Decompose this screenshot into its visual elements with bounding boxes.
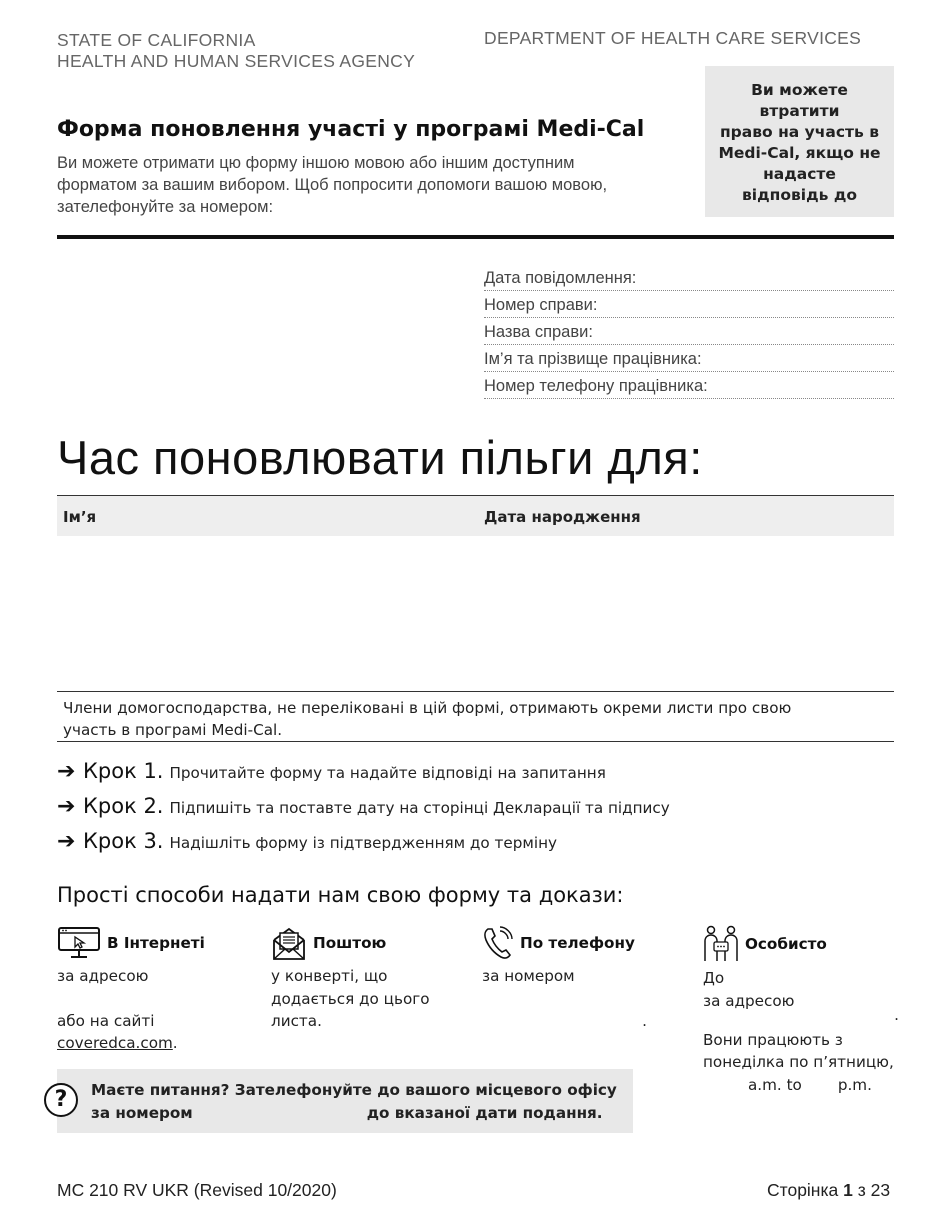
question-line: до вказаної дати подання.: [366, 1104, 603, 1122]
arrow-right-icon: ➔: [57, 828, 76, 853]
page-number: [767, 1180, 890, 1201]
way-text: у конверті, що: [271, 967, 388, 985]
way-person-head: [703, 925, 903, 963]
step-text: Підпишіть та поставте дату на сторінці Декларації та підпису: [169, 799, 670, 817]
page-current: 1: [843, 1180, 853, 1200]
step-item: [57, 828, 670, 863]
question-icon: ?: [44, 1083, 78, 1117]
way-text: .: [894, 1006, 899, 1024]
state-name: STATE OF CALIFORNIA: [57, 30, 256, 50]
worker-name-field: Ім’я та прізвище працівника:: [484, 345, 894, 372]
warning-line: відповідь до: [741, 186, 857, 204]
phone-icon: [482, 925, 514, 961]
way-text: за номером: [482, 967, 575, 985]
step-text: Надішліть форму із підтвердженням до терміну: [169, 834, 557, 852]
col-name: Ім’я: [63, 508, 97, 526]
question-line: за номером: [91, 1104, 193, 1122]
way-phone-head: [482, 925, 647, 961]
people-icon: [703, 925, 739, 963]
way-text: p.m.: [837, 1075, 872, 1094]
department-name: DEPARTMENT OF HEALTH CARE SERVICES: [484, 28, 862, 48]
household-line: Члени домогосподарства, не переліковані в цій формі, отримають окреми листи про свою: [63, 699, 792, 717]
form-subtitle: [57, 152, 687, 218]
way-text: Вони працюють з: [703, 1030, 843, 1049]
way-mail-head: [271, 925, 471, 961]
way-phone: [482, 925, 647, 1032]
way-text: листа.: [271, 1012, 322, 1030]
way-person-body: [703, 967, 903, 1096]
way-text: a.m. to: [748, 1075, 802, 1094]
way-text: понеділка по п’ятницю,: [703, 1053, 894, 1071]
form-id: MC 210 RV UKR (Revised 10/2020): [57, 1180, 337, 1200]
way-phone-label: По телефону: [520, 934, 635, 952]
steps-list: [57, 758, 670, 863]
way-text: за адресою: [57, 967, 149, 985]
way-phone-body: [482, 965, 647, 1032]
household-note: [57, 691, 894, 742]
question-text: [91, 1079, 626, 1125]
warning-line: Ви можете втратити: [751, 81, 848, 120]
col-dob: Дата народження: [484, 508, 641, 526]
header-divider: [57, 235, 894, 239]
computer-icon: [57, 925, 101, 961]
agency-name: HEALTH AND HUMAN SERVICES AGENCY: [57, 51, 416, 71]
case-number-field: Номер справи:: [484, 291, 894, 318]
warning-box: [705, 66, 894, 217]
way-mail: [271, 925, 471, 1033]
warning-line: Medi-Cal, якщо не: [718, 144, 881, 162]
coveredca-link[interactable]: coveredca.com: [57, 1034, 173, 1052]
form-title: Форма поновлення участі у програмі Medi-Cal: [57, 117, 645, 142]
way-mail-label: Поштою: [313, 934, 387, 952]
way-text: .: [642, 1011, 647, 1030]
case-name-field: Назва справи:: [484, 318, 894, 345]
page-suffix: з 23: [852, 1180, 891, 1200]
page-prefix: Сторінка: [767, 1180, 844, 1200]
step-text: Прочитайте форму та надайте відповіді на запитання: [169, 764, 606, 782]
arrow-right-icon: ➔: [57, 793, 76, 818]
way-person-label: Особисто: [745, 935, 827, 953]
worker-phone-field: Номер телефону працівника:: [484, 372, 894, 399]
way-text: за адресою: [703, 991, 795, 1010]
arrow-right-icon: ➔: [57, 758, 76, 783]
warning-line: надасте: [763, 165, 836, 183]
question-line: Маєте питання? Зателефонуйте до вашого місцевого офісу: [91, 1081, 617, 1099]
way-text: До: [703, 969, 725, 987]
step-label: Крок 2.: [83, 794, 164, 818]
members-table-header: [57, 495, 894, 536]
warning-line: право на участь в: [719, 123, 880, 141]
step-label: Крок 1.: [83, 759, 164, 783]
way-online-head: [57, 925, 257, 961]
notice-date-field: Дата повідомлення:: [484, 264, 894, 291]
subtitle-line: зателефонуйте за номером:: [57, 198, 274, 216]
way-text: або на сайті: [57, 1011, 155, 1030]
way-text: додається до цього: [271, 989, 430, 1008]
ways-title: Прості способи надати нам свою форму та докази:: [57, 883, 624, 907]
renewal-heading: Час поновлювати пільги для:: [57, 431, 703, 484]
way-online-label: В Інтернеті: [107, 934, 205, 952]
envelope-icon: [271, 925, 307, 961]
case-info: [484, 264, 894, 399]
step-item: [57, 793, 670, 828]
way-online-body: [57, 965, 257, 1055]
household-line: участь в програмі Medi-Cal.: [63, 721, 283, 739]
subtitle-line: форматом за вашим вибором. Щоб попросити допомоги вашою мовою,: [57, 176, 608, 194]
step-item: [57, 758, 670, 793]
agency-header: [57, 30, 415, 72]
link-suffix: .: [172, 1034, 178, 1052]
way-person: [703, 925, 903, 1096]
step-label: Крок 3.: [83, 829, 164, 853]
subtitle-line: Ви можете отримати цю форму іншою мовою або іншим доступним: [57, 154, 575, 172]
way-online: [57, 925, 257, 1055]
way-mail-body: [271, 965, 471, 1033]
